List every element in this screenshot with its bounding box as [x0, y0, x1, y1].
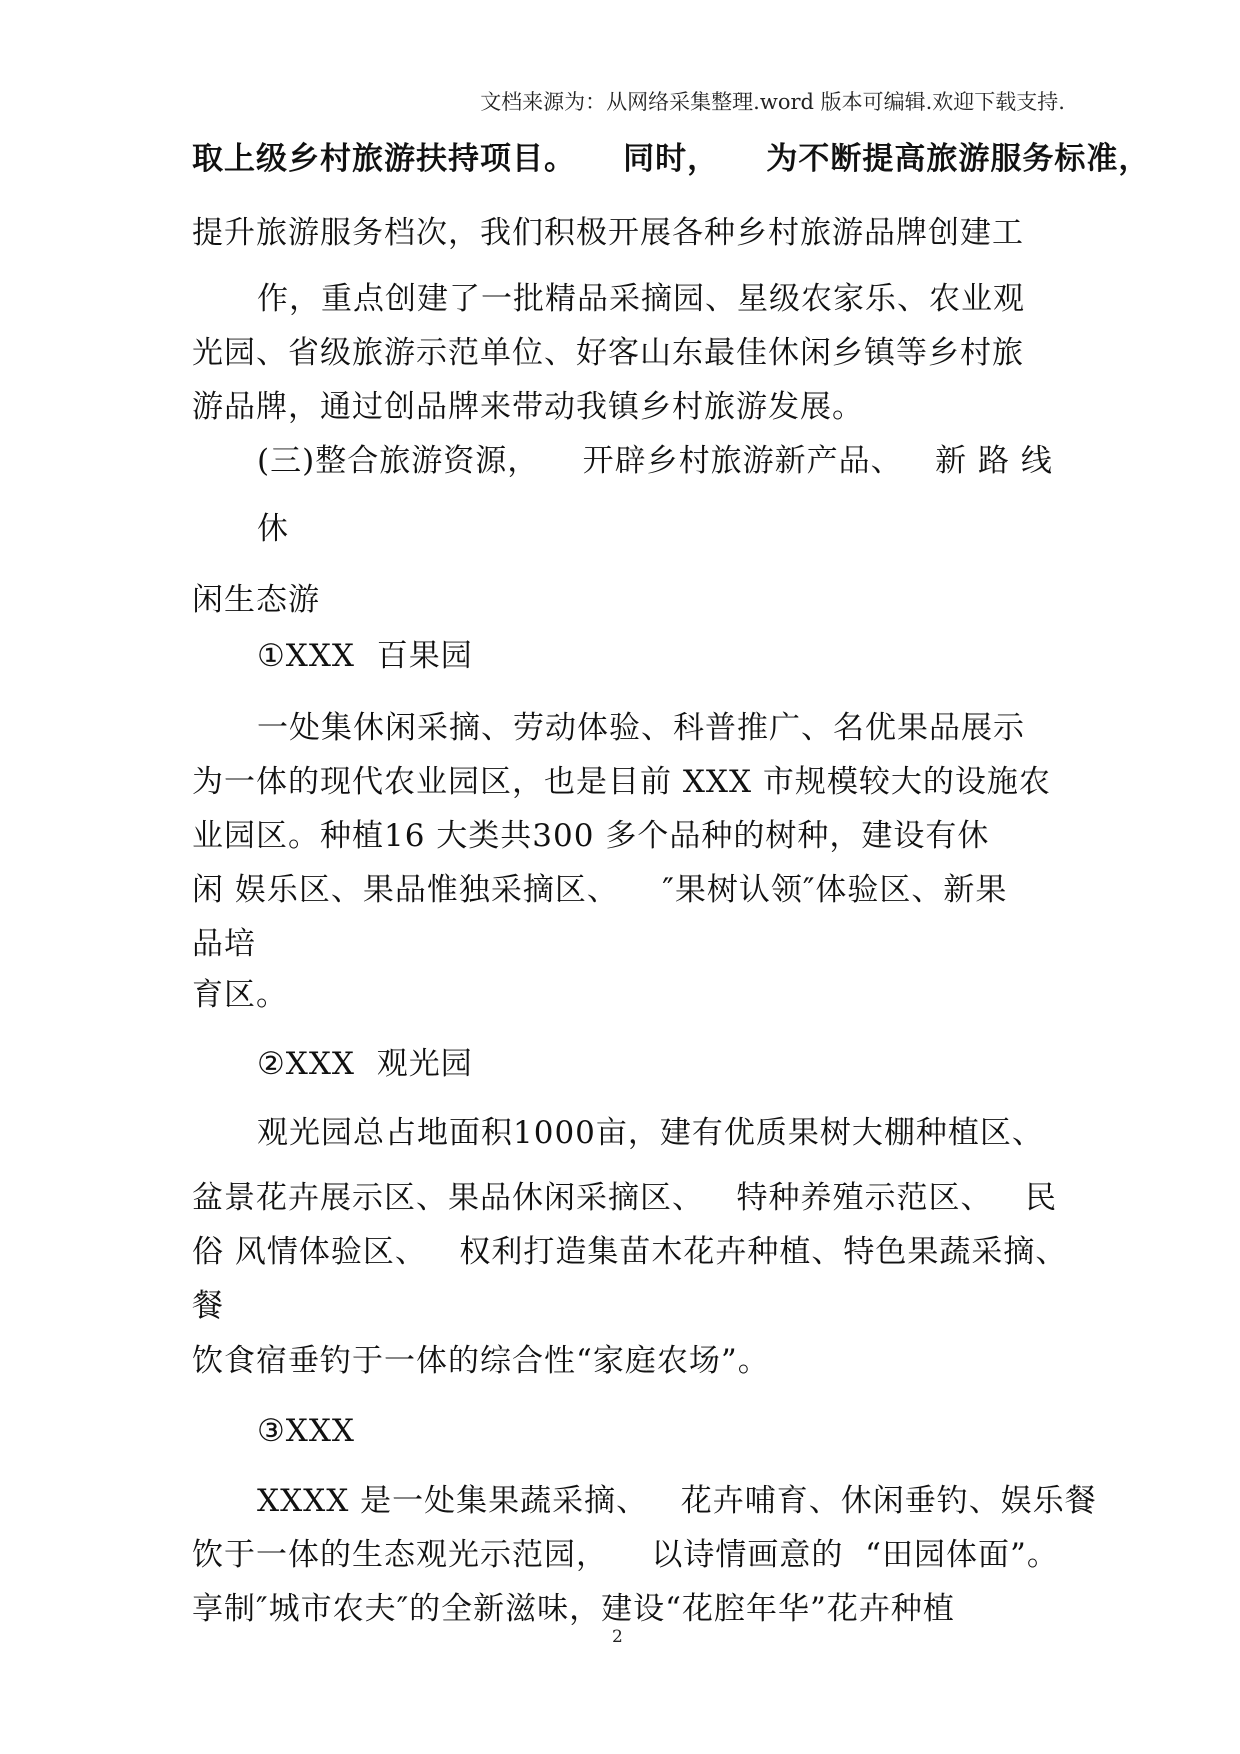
text-line: 一处集休闲采摘、劳动体验、科普推广、名优果品展示	[257, 710, 1025, 746]
text-line: 享制″城市农夫″的全新滋味，建设“花腔年华”花卉种植	[192, 1591, 955, 1627]
text-line: 取上级乡村旅游扶持项目。 同时， 为不断提高旅游服务标准，	[192, 141, 1151, 177]
text-line: 休	[257, 511, 289, 547]
text-line: 育区。	[192, 977, 288, 1013]
text-line: 闲生态游	[192, 582, 320, 618]
text-line: 饮于一体的生态观光示范园， 以诗情画意的 “田园体面”。	[192, 1537, 1059, 1573]
text-line: 光园、省级旅游示范单位、好客山东最佳休闲乡镇等乡村旅	[192, 335, 1024, 371]
text-line: ①XXX 百果园	[257, 638, 473, 674]
text-line: (三)整合旅游资源， 开辟乡村旅游新产品、 新 路 线	[257, 443, 1053, 479]
text-line: 品培	[192, 926, 256, 962]
header-note: 文档来源为：从网络采集整理.word 版本可编辑.欢迎下载支持.	[480, 90, 1065, 114]
text-line: 游品牌，通过创品牌来带动我镇乡村旅游发展。	[192, 389, 864, 425]
text-line: 作，重点创建了一批精品采摘园、星级农家乐、农业观	[257, 281, 1025, 317]
text-line: 观光园总占地面积1000亩，建有优质果树大棚种植区、	[257, 1115, 1044, 1151]
text-line: 盆景花卉展示区、果品休闲采摘区、 特种养殖示范区、 民	[192, 1180, 1058, 1216]
text-line: 俗 风情体验区、 权利打造集苗木花卉种植、特色果蔬采摘、	[192, 1234, 1068, 1270]
text-line: ②XXX 观光园	[257, 1046, 473, 1082]
text-line: 闲 娱乐区、果品惟独采摘区、 ″果树认领″体验区、新果	[192, 872, 1008, 908]
page-number: 2	[612, 1627, 623, 1647]
text-line: 为一体的现代农业园区，也是目前 XXX 市规模较大的设施农	[192, 764, 1051, 800]
text-line: 饮食宿垂钓于一体的综合性“家庭农场”。	[192, 1343, 770, 1379]
text-line: ③XXX	[257, 1413, 355, 1449]
text-line: 餐	[192, 1288, 224, 1324]
text-line: XXXX 是一处集果蔬采摘、 花卉哺育、休闲垂钓、娱乐餐	[257, 1483, 1097, 1519]
text-line: 业园区。种植16 大类共300 多个品种的树种，建设有休	[192, 818, 990, 854]
text-line: 提升旅游服务档次，我们积极开展各种乡村旅游品牌创建工	[192, 215, 1024, 251]
